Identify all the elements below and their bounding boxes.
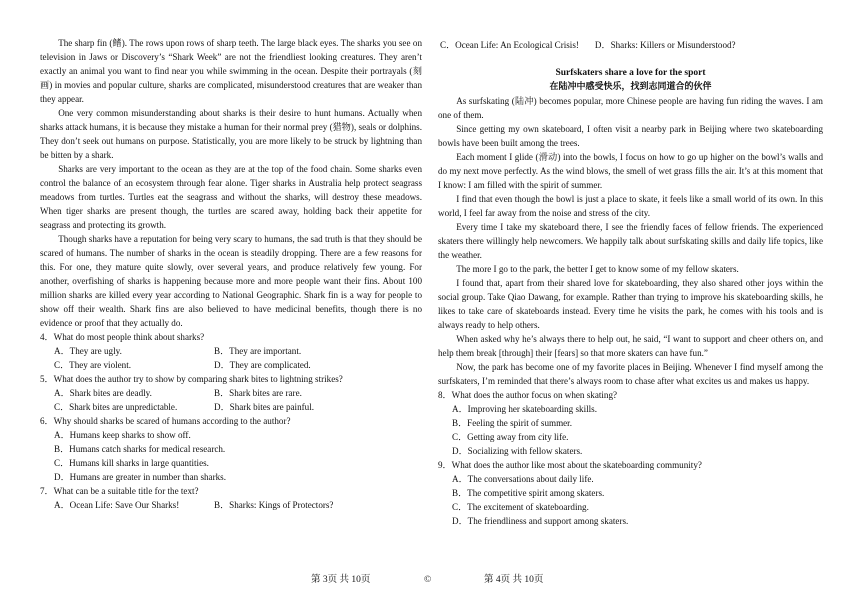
option-a: A．Humans keep sharks to show off.: [54, 430, 191, 440]
option-c: C．Humans kill sharks in large quantities.: [54, 458, 209, 468]
passage-paragraph: As surfskating (陆冲) becomes popular, more Chinese people are having fun riding the waves. I am one of them.: [438, 96, 823, 120]
option-c: C．Ocean Life: An Ecological Crisis!: [440, 40, 579, 50]
passage-paragraph: I found that, apart from their shared love for skateboarding, they also shared other joys within the social group. Take Qiao Dawang, for example. Rather than trying to improve his skateboarding skills, he likes to take care of skateboards instead. Every time he visits the park, he comes with his tools and is always ready to help others.: [438, 278, 823, 330]
option-c: C．The excitement of skateboarding.: [452, 502, 589, 512]
passage-subtitle: 在陆冲中感受快乐，找到志同道合的伙伴: [549, 82, 712, 92]
passage-paragraph: The sharp fin (鳍). The rows upon rows of sharp teeth. The large black eyes. The sharks you see on television in Jaws or Discovery’s “Shark Week” are not the friendliest looking creatures. They aren’t exactly an animal you want to find near you while swimming in the ocean. Despite their portrayals (刻画) in movies and popular culture, sharks are complicated, misunderstood creatures that are weaker than they appear.: [40, 38, 422, 104]
question-5: [40, 372, 422, 414]
option-a: A．Shark bites are deadly.: [54, 388, 152, 398]
option-c: C．Shark bites are unpredictable.: [54, 402, 178, 412]
passage-title: Surfskaters share a love for the sport: [555, 68, 706, 78]
option-a: A．Ocean Life: Save Our Sharks!: [54, 500, 180, 510]
passage-paragraph: Since getting my own skateboard, I often visit a nearby park in Beijing where two skateboarding bowls have been built among the trees.: [438, 124, 823, 148]
copyright-symbol: ©: [424, 575, 432, 585]
option-c: C．Getting away from city life.: [452, 432, 569, 442]
question-6: [40, 414, 422, 484]
option-d: D．The friendliness and support among skaters.: [452, 516, 629, 526]
option-b: B．Humans catch sharks for medical research.: [54, 444, 226, 454]
question-stem: 8．What does the author focus on when skating?: [438, 390, 618, 400]
option-b: B．The competitive spirit among skaters.: [452, 488, 605, 498]
question-stem: 4．What do most people think about sharks?: [40, 332, 205, 342]
right-column: [438, 38, 823, 528]
question-stem: 6．Why should sharks be scared of humans according to the author?: [40, 416, 291, 426]
passage-paragraph: Now, the park has become one of my favorite places in Beijing. Whenever I find myself among the surfskaters, I’m reminded that there’s always room to chase after what excites us and makes us happy.: [438, 362, 823, 386]
question-stem: 7．What can be a suitable title for the text?: [40, 486, 199, 496]
passage-paragraph: One very common misunderstanding about sharks is their desire to hunt humans. Actually when sharks attack humans, it is because they mistake a human for their normal prey (猎物), seals or dolphins. They don’t seek out humans on purpose. Statistically, you are more likely to be struck by lightning than be bitten by a shark.: [40, 108, 422, 160]
question-7-continued: [438, 38, 823, 52]
page-footer: [0, 573, 860, 587]
option-d: D．Socializing with fellow skaters.: [452, 446, 583, 456]
option-a: A．The conversations about daily life.: [452, 474, 594, 484]
passage-paragraph: The more I go to the park, the better I get to know some of my fellow skaters.: [456, 264, 739, 274]
option-d: D．They are complicated.: [214, 360, 311, 370]
question-stem: 5．What does the author try to show by comparing shark bites to lightning strikes?: [40, 374, 343, 384]
passage-paragraph: Every time I take my skateboard there, I see the friendly faces of fellow friends. The experienced skaters there willingly help newcomers. We happily talk about surfskating skills and daily life topics, like the weather.: [438, 222, 823, 260]
option-b: B．They are important.: [214, 346, 302, 356]
passage-paragraph: I find that even though the bowl is just a place to skate, it feels like a small world of its own. In this world, I feel far away from the noise and stress of the city.: [438, 194, 823, 218]
left-column: [40, 36, 422, 512]
passage-paragraph: When asked why he’s always there to help out, he said, “I want to support and cheer others on, and help them break [through] their [fears] so that more skaters can have fun.”: [438, 334, 823, 358]
question-9: [438, 458, 823, 528]
page-number-left: 第 3页 共 10页: [311, 575, 371, 585]
option-b: B．Feeling the spirit of summer.: [452, 418, 572, 428]
option-c: C．They are violent.: [54, 360, 132, 370]
passage-paragraph: Each moment I glide (滑动) into the bowls, I focus on how to go up higher on the bowl’s walls and do my next move perfectly. As the wind blows, the smell of wet grass fills the air. It’s at this moment that I know: I am filled with the spirit of summer.: [438, 152, 823, 190]
option-d: D．Shark bites are painful.: [214, 402, 315, 412]
option-b: B．Shark bites are rare.: [214, 388, 302, 398]
option-a: A．They are ugly.: [54, 346, 122, 356]
passage-paragraph: Though sharks have a reputation for being very scary to humans, the sad truth is that they should be scared of humans. The number of sharks in the ocean is steadily dropping. There are a few reasons for this. For one, they mature quite slowly, over several years, and produce relatively few young. For another, overfishing of sharks is happening because more and more people want their fins. About 100 million sharks are killed every year according to National Geographic. Shark fin is a way for people to show off their wealth. Shark fins are also believed to have medicinal benefits, though there is no evidence or proof that they actually do.: [40, 234, 422, 328]
option-b: B．Sharks: Kings of Protectors?: [214, 500, 334, 510]
option-d: D．Humans are greater in number than sharks.: [54, 472, 226, 482]
page-number-right: 第 4页 共 10页: [484, 575, 544, 585]
question-8: [438, 388, 823, 458]
passage-paragraph: Sharks are very important to the ocean as they are at the top of the food chain. Some sharks even control the balance of an ecosystem through fear alone. Tiger sharks in Australia help protect seagrass meadows from turtles. Turtles eat the seagrass and without the sharks, will destroy these meadows. When tiger sharks are present though, the turtles are scared away, holding back their appetite for seagrass and protecting its growth.: [40, 164, 422, 230]
question-4: [40, 330, 422, 372]
option-d: D．Sharks: Killers or Misunderstood?: [594, 40, 736, 50]
question-stem: 9．What does the author like most about the skateboarding community?: [438, 460, 702, 470]
question-7: [40, 484, 422, 512]
option-a: A．Improving her skateboarding skills.: [452, 404, 597, 414]
